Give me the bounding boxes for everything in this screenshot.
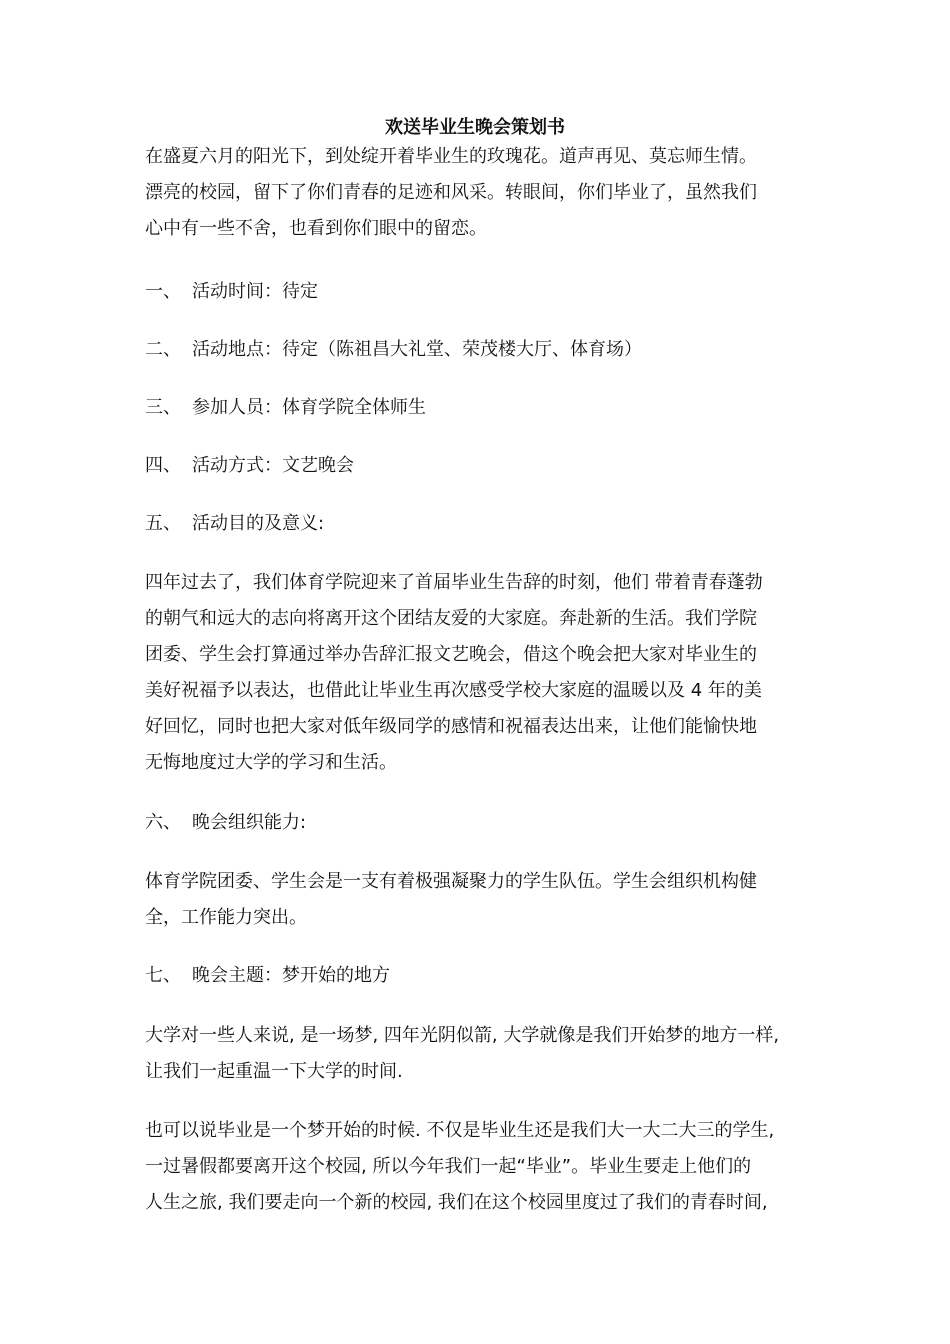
- section-number: 四、: [145, 455, 181, 476]
- section-participants: [145, 397, 805, 419]
- section-text: 活动时间：待定: [192, 281, 318, 302]
- section-number: 三、: [145, 397, 181, 418]
- section-number: 二、: [145, 339, 181, 360]
- section-text: 活动目的及意义:: [192, 513, 325, 534]
- section-text: 晚会主题：梦开始的地方: [192, 965, 390, 986]
- section-text: 参加人员：体育学院全体师生: [192, 397, 426, 418]
- section-time: [145, 281, 805, 303]
- section-number: 七、: [145, 965, 181, 986]
- section-location: [145, 339, 805, 361]
- document-title: 欢送毕业生晚会策划书: [385, 117, 565, 138]
- section-purpose: [145, 513, 805, 535]
- section-text: 晚会组织能力:: [192, 812, 307, 833]
- section-text: 活动地点：待定（陈祖昌大礼堂、荣茂楼大厅、体育场）: [192, 339, 642, 360]
- section-number: 六、: [145, 812, 181, 833]
- organization-paragraph: 体育学院团委、学生会是一支有着极强凝聚力的学生队伍。学生会组织机构健 全，工作能力突出。: [145, 871, 757, 928]
- intro-paragraph: 在盛夏六月的阳光下，到处绽开着毕业生的玫瑰花。道声再见、莫忘师生情。 漂亮的校园，留下了你们青春的足迹和风采。转眼间，你们毕业了，虽然我们 心中有一些不舍，也看到你们眼中的留恋。: [145, 146, 757, 239]
- section-number: 五、: [145, 513, 181, 534]
- section-format: [145, 455, 805, 477]
- section-organization: [145, 812, 805, 834]
- purpose-paragraph: 四年过去了，我们体育学院迎来了首届毕业生告辞的时刻，他们 带着青春蓬勃 的朝气和远大的志向将离开这个团结友爱的大家庭。奔赴新的生活。我们学院 团委、学生会打算通过举办告辞汇报文艺晚会，借这个晚会把大家对毕业生的 美好祝福予以表达，也借此让毕业生再次感受学校大家庭的温暖以及 4 年的美 好回忆，同时也把大家对低年级同学的感情和祝福表达出来，让他们能愉快地 无悔地度过大学的学习和生活。: [145, 572, 763, 773]
- section-number: 一、: [145, 281, 181, 302]
- section-text: 活动方式：文艺晚会: [192, 455, 354, 476]
- theme-paragraph-1: 大学对一些人来说, 是一场梦, 四年光阴似箭, 大学就像是我们开始梦的地方一样, 让我们一起重温一下大学的时间.: [145, 1025, 780, 1082]
- section-theme: [145, 965, 805, 987]
- theme-paragraph-2: 也可以说毕业是一个梦开始的时候. 不仅是毕业生还是我们大一大二大三的学生, 一过暑假都要离开这个校园, 所以今年我们一起“毕业”。毕业生要走上他们的 人生之旅, 我们要走向一个新的校园, 我们在这个校园里度过了我们的青春时间,: [145, 1120, 775, 1213]
